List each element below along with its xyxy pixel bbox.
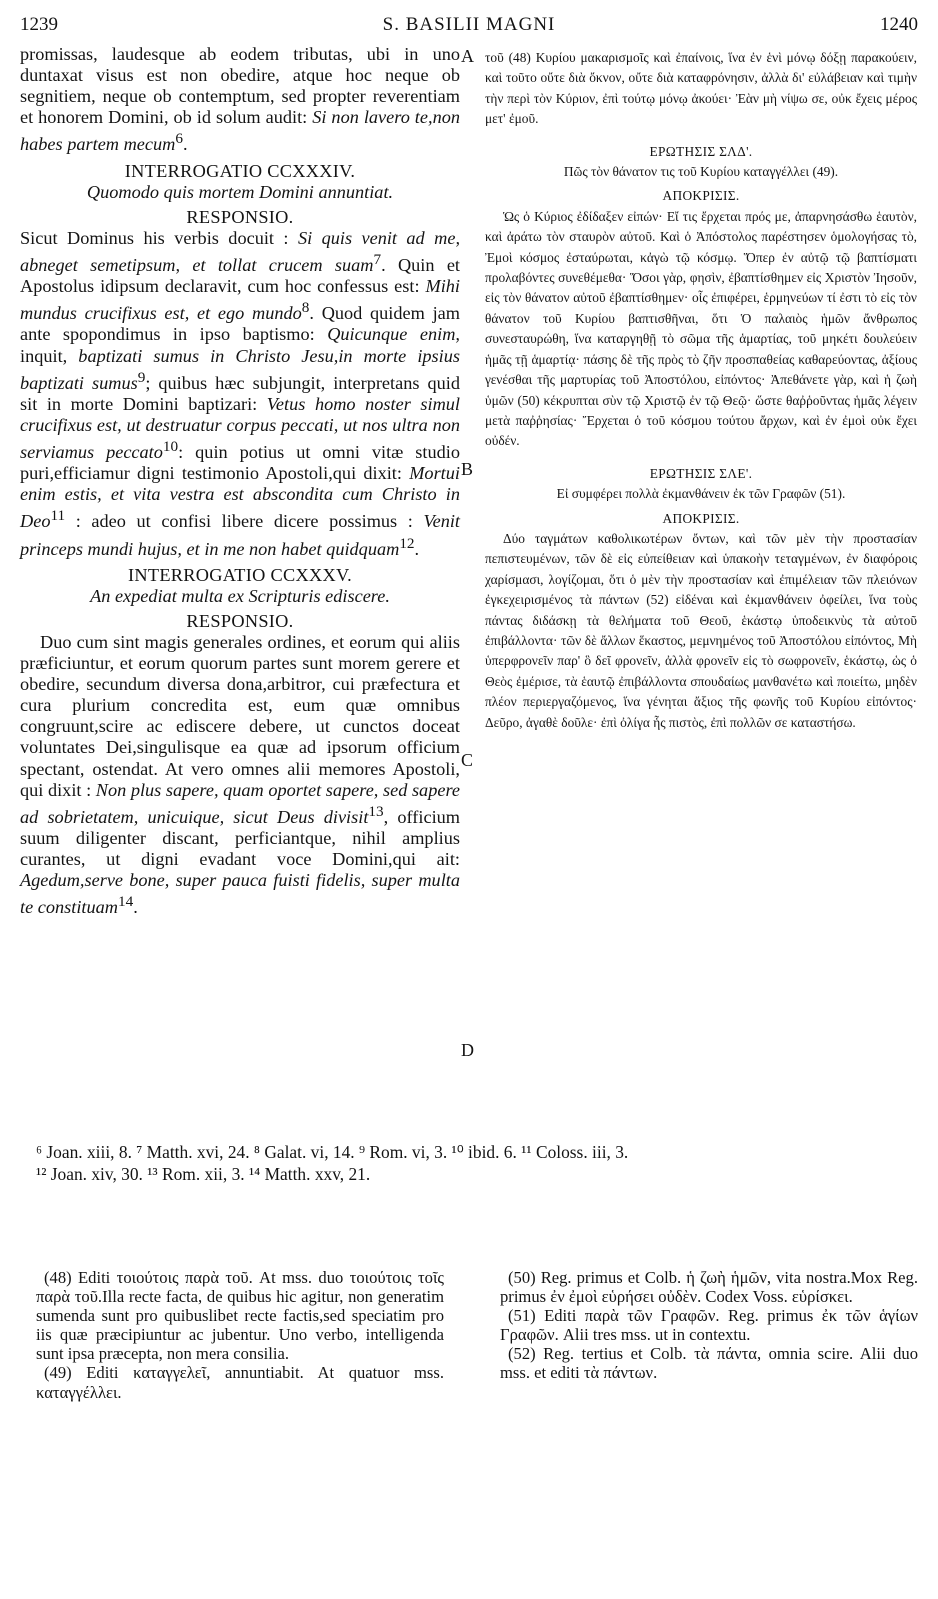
greek-column (485, 48, 917, 733)
latin-question-heading-234: INTERROGATIO CCXXXIV. (124, 160, 356, 181)
greek-question-title-234: Πῶς τὸν θάνατον τις τοῦ Κυρίου καταγγέλλει (49). (563, 164, 839, 180)
greek-response-heading-234: ΑΠΟΚΡΙΣΙΣ. (662, 188, 740, 204)
scripture-references (36, 1141, 918, 1185)
section-marker-c: C (461, 750, 474, 770)
latin-paragraph-intro: promissas, laudesque ab eodem tributas, ubi in uno duntaxat visus est non obedire, atque hoc neque ob segnitiem, neque ob contemptum, sed propter reverentiam et honorem Domini, ob id solum audit: Si non lavero te,non habes partem mecum$^6$. (20, 44, 460, 155)
note-51: (51) Editi παρὰ τῶν Γραφῶν. Reg. primus ἐκ τῶν ἁγίων Γραφῶν. Alii tres mss. ut in contextu. (500, 1306, 918, 1345)
latin-question-title-234: Quomodo quis mortem Domini annuntiat. (86, 181, 394, 202)
note-48: (48) Editi τοιούτοις παρὰ τοῦ. At mss. duo τοιούτοις τοῖς παρὰ τοῦ.Illa recte facta, de quibus hic agitur, non generatim sumenda sunt pro quibuslibet recte factis,sed speciatim pro iis quæ præcipiuntur ac jubentur. Uno verbo, intelligenda sunt ipsa præcepta, non mera consilia. (36, 1268, 444, 1364)
note-50: (50) Reg. primus et Colb. ἡ ζωὴ ἡμῶν, vita nostra.Mox Reg. primus ἐν ἐμοὶ εὑρήσει οὐδὲν. Codex Voss. εὑρίσκει. (500, 1268, 918, 1307)
page-number-left: 1239 (20, 14, 58, 35)
editorial-notes-left (36, 1268, 444, 1402)
page-number-right: 1240 (880, 14, 918, 35)
latin-response-235: Duo cum sint magis generales ordines, et eorum qui aliis præficiuntur, et eorum quorum partes sunt morem gerere et obedire, secundum diversa dona,arbitror, cui præfectura et cura plurium concredita est, eum quæ omnibus congruunt,scire ac ediscere debere, ut cunctos doceat voluntates Dei,singulisque ea quæ ad ipsorum officium spectant, ostendat. At vero omnes alii memores Apostoli, qui dixit : Non plus sapere, quam oportet sapere, sed sapere ad sobrietatem, unicuique, sicut Deus divisit$^{13}$, officium suum diligenter discant, perficiantque, nihil amplius curantes, ut digni evadant voce Domini,qui ait: Agedum,serve bone, super pauca fuisti fidelis, super multa te constituam$^{14}$. (20, 632, 461, 918)
latin-column (20, 44, 460, 918)
editorial-notes-right (500, 1268, 918, 1383)
greek-response-234: Ὡς ὁ Κύριος ἐδίδαξεν εἰπών· Εἴ τις ἔρχεται πρός με, ἀπαρνησάσθω ἑαυτὸν, καὶ ἀράτω τὸν σταυρὸν αὐτοῦ. Καὶ ὁ Ἀπόστολος παρέστησεν ὁμολογήσας τὸ, Ἐμοὶ κόσμος ἐσταύρωται, κἀγὼ τῷ κόσμῳ. Ὅπερ ἐν αὐτῷ τῷ βαπτίσματι προλαβόντες συνεθέμεθα· Ὅσοι γὰρ, φησὶν, ἐβαπτίσθημεν εἰς Χριστὸν Ἰησοῦν, εἰς τὸν θάνατον αὐτοῦ ἐβαπτίσθημεν· οἷς ἐπιφέρει, ἑρμηνεύων τί ἐστι τὸ εἰς τὸν θάνατον τοῦ Κυρίου βαπτισθῆναι, ὅτι Ὁ παλαιὸς ἡμῶν ἄνθρωπος συνεσταυρώθη, ἵνα καταργηθῇ τὸ σῶμα τῆς ἁμαρτίας, τοῦ μηκέτι δουλεύειν ἡμᾶς τῇ ἁμαρτίᾳ· πάσης δὲ τῆς πρὸς τὸ ζῆν προσπαθείας καθαρεύοντας, ἀξίους γενέσθαι τῆς μαρτυρίας τοῦ Ἀποστόλου, εἰπόντος· Ἀπεθάνετε γὰρ, καὶ ἡ ζωὴ ὑμῶν (50) κέκρυπται σὺν τῷ Χριστῷ ἐν τῷ Θεῷ· ὥστε θαῤῥοῦντας ἡμᾶς λέγειν μετὰ παῤῥησίας· Ἔρχεται ὁ τοῦ κόσμου τούτου ἄρχων, καὶ ἐν ἐμοὶ οὐκ ἔχει οὐδέν. (485, 208, 917, 449)
latin-response-heading-234: RESPONSIO. (186, 206, 294, 227)
note-52: (52) Reg. tertius et Colb. τὰ πάντα, omnia scire. Alii duo mss. et editi τὰ πάντων. (500, 1344, 918, 1383)
running-header (20, 14, 918, 42)
scripture-references-line-2: ¹² Joan. xiv, 30. ¹³ Rom. xii, 3. ¹⁴ Matth. xxv, 21. (36, 1164, 371, 1184)
latin-response-234: Sicut Dominus his verbis docuit : Si quis venit ad me, abneget semetipsum, et tollat crucem suam$^7$. Quin et Apostolus idipsum declaravit, cum hoc confessus est: Mihi mundus crucifixus est, et ego mundo$^8$. Quod quidem jam ante spopondimus in ipso baptismo: Quicunque enim, inquit, baptizati sumus in Christo Jesu,in morte ipsius baptizati sumus$^9$; quibus hæc subjungit, interpretans quid sit in morte Domini baptizari: Vetus homo noster simul crucifixus est, ut destruatur corpus peccati, ut nos ultra non serviamus peccato$^{10}$: quin potius ut omni vitæ studio puri,efficiamur digni testimonio Apostoli,qui dixit: Mortui enim estis, et vita vestra est abscondita cum Christo in Deo$^{11}$ : adeo ut confisi libere dicere possimus : Venit princeps mundi hujus, et in me non habet quidquam$^{12}$. (20, 227, 461, 559)
greek-question-title-235: Εἰ συμφέρει πολλὰ ἐκμανθάνειν ἐκ τῶν Γραφῶν (51). (556, 486, 846, 502)
note-49: (49) Editi καταγγελεῖ, annuntiabit. At quatuor mss. καταγγέλλει. (36, 1363, 444, 1402)
section-marker-a: A (461, 46, 474, 66)
greek-question-heading-235: ΕΡΩΤΗΣΙΣ ΣΛΕ'. (649, 465, 753, 481)
greek-response-heading-235: ΑΠΟΚΡΙΣΙΣ. (662, 510, 740, 526)
greek-response-235: Δύο ταγμάτων καθολικωτέρων ὄντων, καὶ τῶν μὲν τὴν προστασίαν πεπιστευμένων, τῶν δὲ εἰς εὐπείθειαν καὶ ὑπακοὴν τεταγμένων, ἐν διαφόροις χαρίσμασι, λογίζομαι, ὅτι ὁ μὲν τὴν προστασίαν καὶ ἐπιμέλειαν τῶν πλειόνων ἐγκεχειρισμένος τὰ πάντων (52) εἰδέναι καὶ ἐκμανθάνειν ὀφείλει, ἵνα τοὺς πάντας διδάσκῃ τὰ θελήματα τοῦ Θεοῦ, ἑκάστῳ ὑποδεικνὺς τὰ αὐτοῦ ἐπιβάλλοντα· τῶν δὲ ἄλλων ἕκαστος, μεμνημένος τοῦ Ἀποστόλου εἰπόντος, Μὴ ὑπερφρονεῖν παρ' ὃ δεῖ φρονεῖν, ἀλλὰ φρονεῖν εἰς τὸ σωφρονεῖν, ἑκάστῳ, ὡς ὁ Θεὸς ἐμέρισε, τὰ ἑαυτῷ ἐπιβάλλοντα σπουδαίως μανθανέτω καὶ ποιείτω, μηδὲν πλέον περιεργαζόμενος, ἵνα γένηται ἄξιος τῆς φωνῆς τοῦ Κυρίου εἰπόντος· Δεῦρο, ἀγαθὲ δοῦλε· ἐπὶ ὀλίγα ἧς πιστὸς, ἐπὶ πολλῶν σε καταστήσω. (485, 530, 917, 730)
latin-question-title-235: An expediat multa ex Scripturis ediscere. (90, 585, 390, 606)
running-title: S. BASILII MAGNI (382, 14, 556, 35)
scripture-references-line-1: ⁶ Joan. xiii, 8. ⁷ Matth. xvi, 24. ⁸ Galat. vi, 14. ⁹ Rom. vi, 3. ¹⁰ ibid. 6. ¹¹ Coloss. iii, 3. (36, 1142, 629, 1162)
greek-paragraph-intro: τοῦ (48) Κυρίου μακαρισμοῖς καὶ ἐπαίνοις, ἵνα ἐν ἑνὶ μόνῳ δόξῃ παρακούειν, καὶ τοῦτο οὔτε διὰ ὄκνον, οὔτε διὰ καταφρόνησιν, ἀλλὰ δι' εὐλάβειαν καὶ τιμὴν τὴν περὶ τὸν Κύριον, ἐπὶ τούτῳ μόνῳ ἀκούει· Ἐὰν μὴ νίψω σε, οὐκ ἔχεις μέρος μετ' ἐμοῦ. (485, 50, 917, 127)
section-marker-d: D (461, 1040, 474, 1060)
latin-question-heading-235: INTERROGATIO CCXXXV. (127, 564, 353, 585)
latin-response-heading-235: RESPONSIO. (186, 610, 294, 631)
section-marker-b: B (461, 459, 474, 479)
greek-question-heading-234: ΕΡΩΤΗΣΙΣ ΣΛΔ'. (649, 143, 753, 159)
